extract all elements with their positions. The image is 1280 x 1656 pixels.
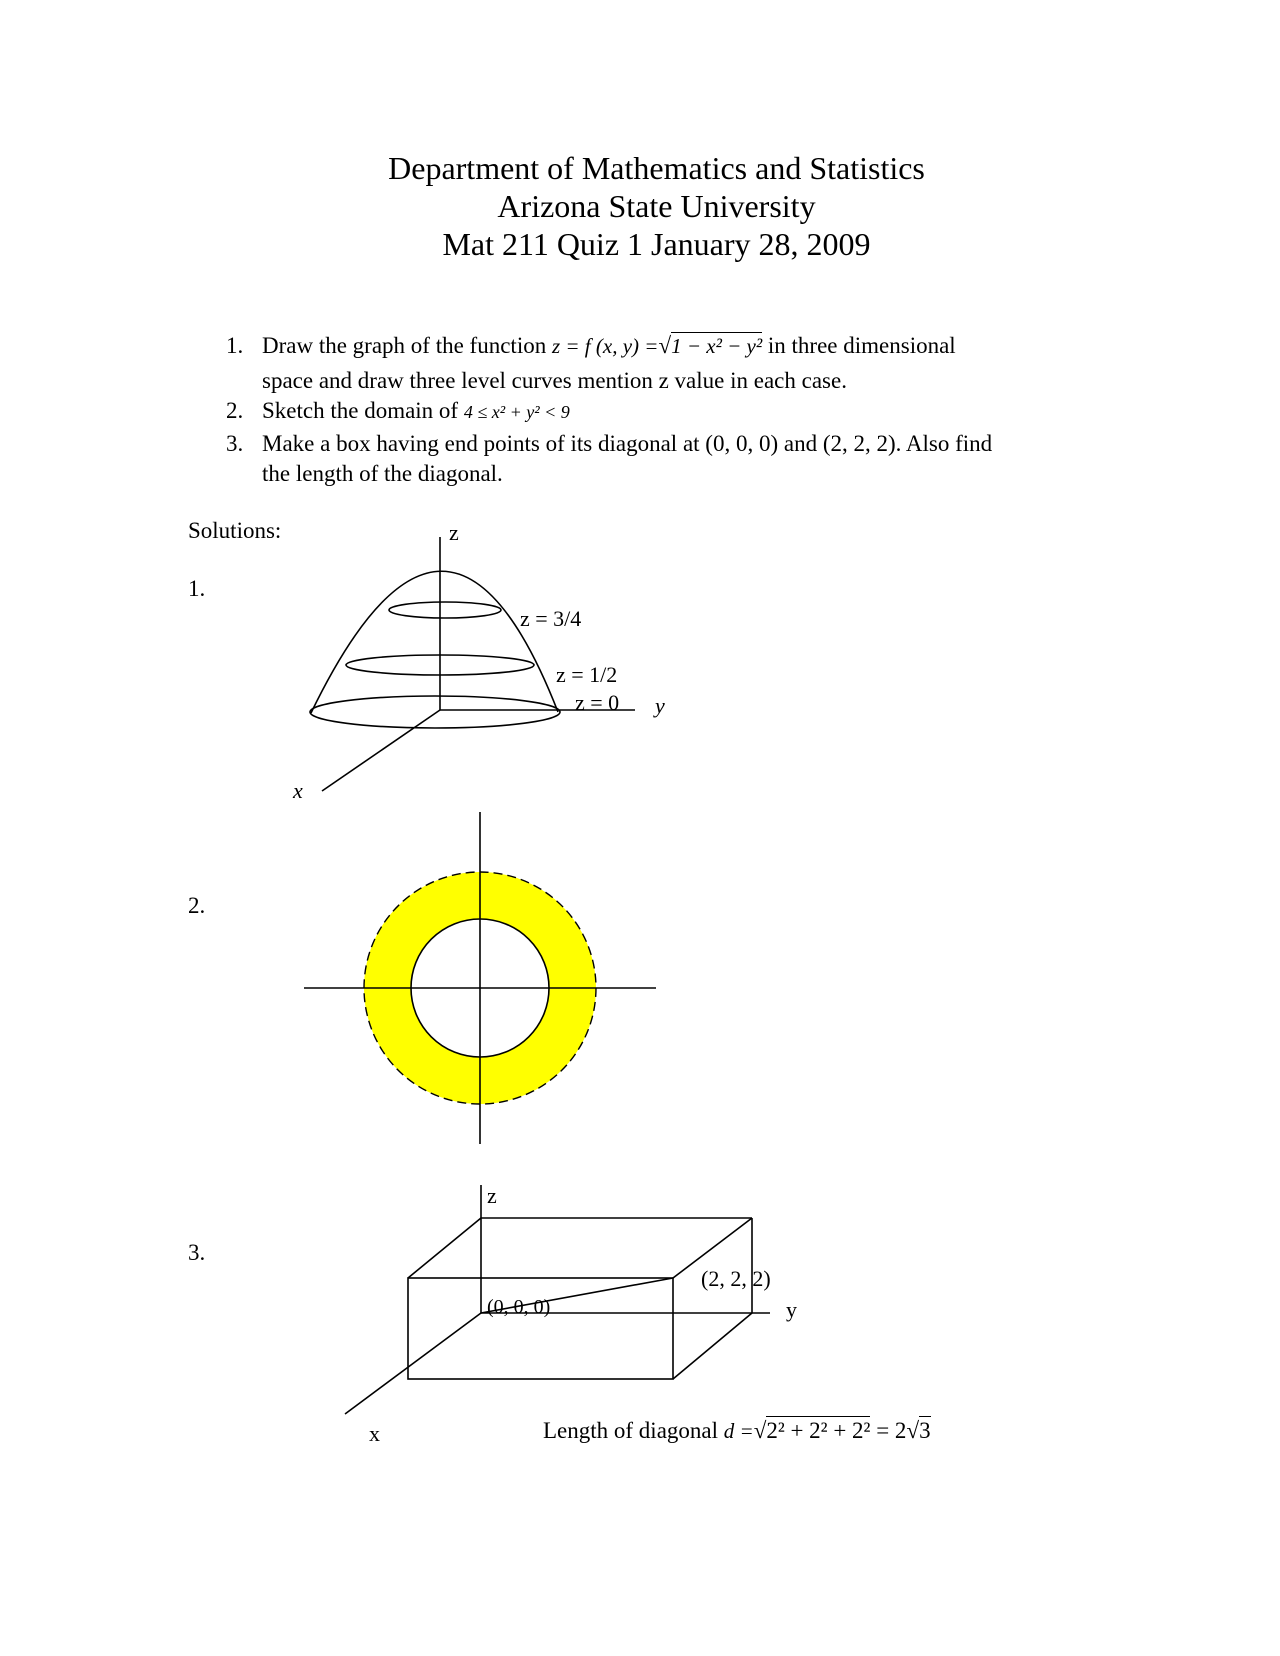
question-2-number: 2. bbox=[226, 398, 244, 423]
fig1-level-z-half bbox=[346, 655, 534, 675]
fig3-length-formula bbox=[543, 1418, 931, 1444]
question-2-formula: 4 ≤ x² + y² < 9 bbox=[463, 402, 570, 422]
question-3-line2: the length of the diagonal. bbox=[262, 461, 503, 486]
fig1-level-label-0: z = 0 bbox=[575, 690, 620, 715]
fig1-y-label: y bbox=[655, 693, 665, 718]
fig3-length-text: Length of diagonal bbox=[543, 1418, 719, 1443]
question-1-text-b: in three dimensional bbox=[767, 333, 956, 358]
question-1-line1 bbox=[262, 333, 956, 359]
question-1-formula-radicand: 1 − x² − y² bbox=[671, 334, 763, 358]
figure-1-number: 1. bbox=[188, 576, 206, 601]
fig3-formula-result: = 2 bbox=[876, 1418, 907, 1443]
fig1-x-label: x bbox=[293, 778, 303, 803]
fig3-formula-lhs: d = bbox=[723, 1419, 754, 1443]
question-1-number: 1. bbox=[226, 333, 244, 358]
solutions-label: Solutions: bbox=[188, 518, 282, 543]
fig2-outer-dashed-circle bbox=[364, 872, 596, 1104]
radical-sign-icon: √ bbox=[906, 1418, 920, 1443]
fig3-x-label: x bbox=[369, 1421, 380, 1446]
fig3-bottom-right-edge bbox=[673, 1313, 752, 1379]
fig1-z-label: z bbox=[449, 520, 459, 545]
fig3-front-face bbox=[408, 1278, 673, 1379]
header-quiz-title: Mat 211 Quiz 1 January 28, 2009 bbox=[442, 226, 871, 262]
fig2-annulus-fill bbox=[364, 872, 596, 1104]
fig3-top-left-edge bbox=[408, 1218, 481, 1278]
question-1-line2: space and draw three level curves mention z value in each case. bbox=[262, 368, 847, 393]
fig3-corner-label: (2, 2, 2) bbox=[701, 1266, 771, 1291]
question-3-line1: Make a box having end points of its diagonal at (0, 0, 0) and (2, 2, 2). Also find bbox=[262, 431, 993, 456]
radical-sign-icon: √ bbox=[658, 333, 672, 358]
fig1-surface-outline bbox=[311, 571, 558, 713]
fig1-x-axis bbox=[322, 710, 440, 791]
figure-3-number: 3. bbox=[188, 1240, 206, 1265]
fig1-level-z0 bbox=[310, 696, 560, 728]
fig3-z-label: z bbox=[487, 1183, 497, 1208]
figure-3-graph bbox=[345, 1185, 770, 1414]
header-department: Department of Mathematics and Statistics bbox=[388, 150, 925, 186]
figure-2-graph bbox=[304, 812, 656, 1144]
question-1-text-a: Draw the graph of the function bbox=[262, 333, 547, 358]
figure-2-number: 2. bbox=[188, 893, 206, 918]
fig3-formula-radicand: 2² + 2² + 2² bbox=[766, 1418, 871, 1443]
fig3-formula-result-radicand: 3 bbox=[919, 1418, 931, 1443]
fig3-origin-label: (0, 0, 0) bbox=[487, 1296, 551, 1318]
fig2-inner-solid-circle bbox=[411, 919, 549, 1057]
fig1-level-z-three-quarters bbox=[389, 602, 501, 618]
question-2-line bbox=[262, 398, 570, 424]
fig3-x-axis bbox=[345, 1313, 481, 1414]
header-university: Arizona State University bbox=[497, 188, 816, 224]
question-1-formula-lhs: z = f (x, y) = bbox=[551, 334, 659, 358]
question-3-number: 3. bbox=[226, 431, 244, 456]
fig3-y-label: y bbox=[786, 1297, 797, 1322]
fig1-level-label-1-2: z = 1/2 bbox=[556, 662, 618, 687]
question-2-text: Sketch the domain of bbox=[262, 398, 459, 423]
fig1-level-label-3-4: z = 3/4 bbox=[520, 606, 582, 631]
radical-sign-icon: √ bbox=[753, 1418, 767, 1443]
